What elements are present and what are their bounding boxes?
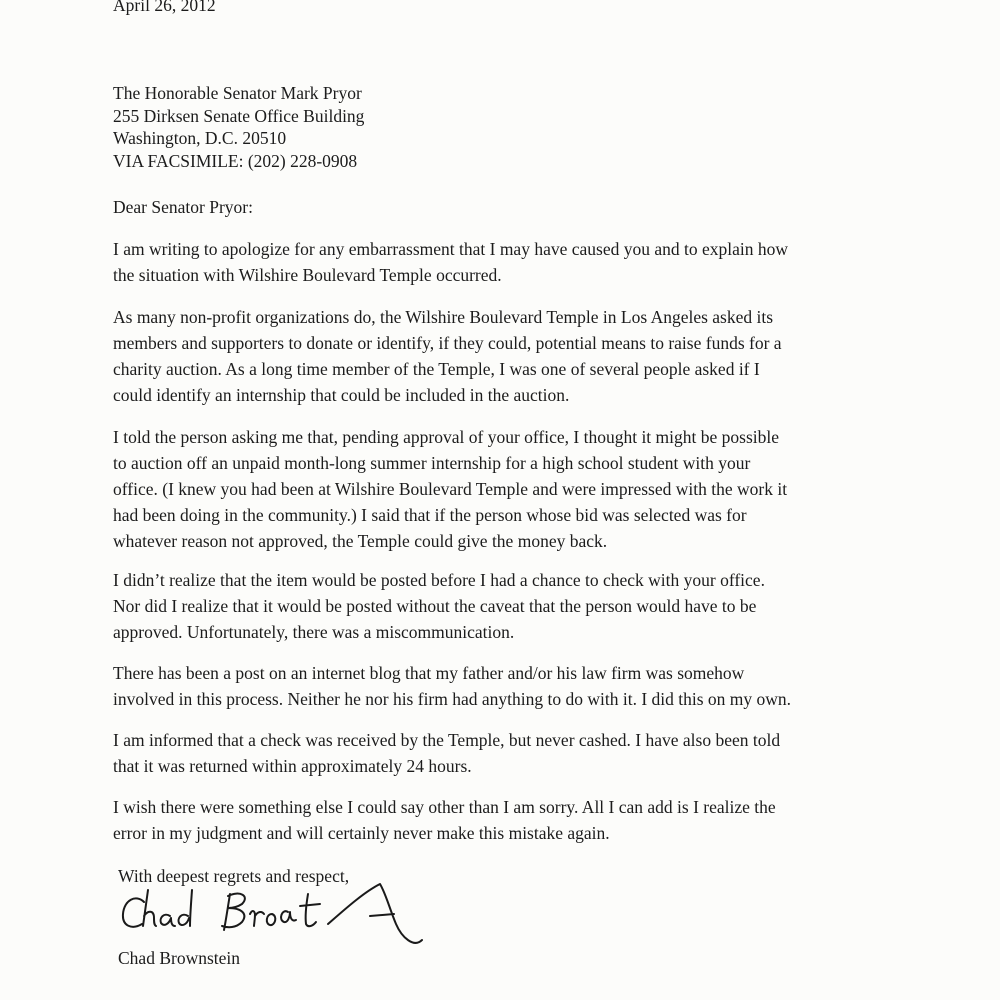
paragraph-6 <box>113 727 903 779</box>
salutation: Dear Senator Pryor: <box>113 197 253 217</box>
paragraph-line: that it was returned within approximately 24 hours. <box>113 756 472 776</box>
closing: With deepest regrets and respect, <box>118 866 350 886</box>
paragraph-7 <box>113 794 903 846</box>
paragraph-line: Nor did I realize that it would be posted without the caveat that the person would have to be <box>113 596 757 616</box>
paragraph-2 <box>113 304 903 408</box>
recipient-name: The Honorable Senator Mark Pryor <box>113 83 362 103</box>
paragraph-5 <box>113 660 903 712</box>
paragraph-line: whatever reason not approved, the Temple could give the money back. <box>113 531 608 551</box>
paragraph-4 <box>113 567 903 645</box>
paragraph-line: I wish there were something else I could say other than I am sorry. All I can add is I realize the <box>113 797 776 817</box>
paragraph-line: I am writing to apologize for any embarrassment that I may have caused you and to explain how <box>113 239 788 259</box>
paragraph-line: As many non-profit organizations do, the Wilshire Boulevard Temple in Los Angeles asked its <box>113 307 774 327</box>
paragraph-line: the situation with Wilshire Boulevard Temple occurred. <box>113 265 502 285</box>
paragraph-line: I didn’t realize that the item would be posted before I had a chance to check with your office. <box>113 570 765 590</box>
recipient-address-line1: 255 Dirksen Senate Office Building <box>113 105 365 126</box>
paragraph-line: I am informed that a check was received by the Temple, but never cashed. I have also been told <box>113 730 781 750</box>
signer-name: Chad Brownstein <box>118 948 241 968</box>
recipient-address <box>113 82 364 172</box>
paragraph-3 <box>113 424 903 554</box>
paragraph-line: There has been a post on an internet blog that my father and/or his law firm was somehow <box>113 663 745 683</box>
handwritten-signature <box>118 880 438 952</box>
paragraph-line: involved in this process. Neither he nor his firm had anything to do with it. I did this on my own. <box>113 689 792 709</box>
paragraph-line: error in my judgment and will certainly never make this mistake again. <box>113 823 610 843</box>
recipient-fax: VIA FACSIMILE: (202) 228-0908 <box>113 150 358 171</box>
paragraph-line: members and supporters to donate or identify, if they could, potential means to raise funds for a <box>113 333 782 353</box>
paragraph-line: office. (I knew you had been at Wilshire Boulevard Temple and were impressed with the work it <box>113 479 788 499</box>
paragraph-line: to auction off an unpaid month-long summer internship for a high school student with your <box>113 453 751 473</box>
recipient-address-line2: Washington, D.C. 20510 <box>113 128 287 148</box>
paragraph-1 <box>113 236 903 288</box>
letter-date: April 26, 2012 <box>113 0 216 15</box>
paragraph-line: could identify an internship that could be included in the auction. <box>113 385 570 405</box>
paragraph-line: approved. Unfortunately, there was a miscommunication. <box>113 622 515 642</box>
paragraph-line: had been doing in the community.) I said that if the person whose bid was selected was for <box>113 505 747 525</box>
paragraph-line: charity auction. As a long time member of the Temple, I was one of several people asked if I <box>113 359 760 379</box>
paragraph-line: I told the person asking me that, pending approval of your office, I thought it might be possible <box>113 427 780 447</box>
